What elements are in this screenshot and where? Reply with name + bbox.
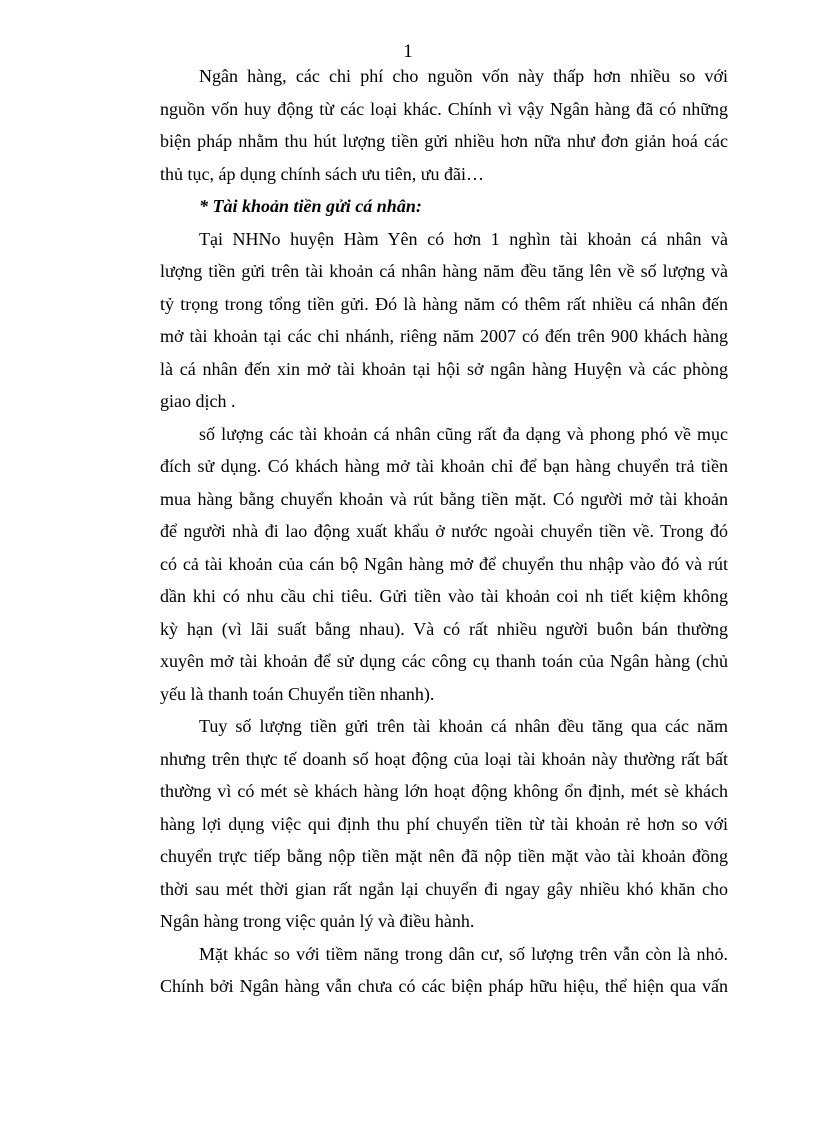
text-line: nhưng trên thực tế doanh số hoạt động của loại tài khoản này thường rất bất (160, 748, 728, 769)
text-line: thời sau mét thời gian rất ngắn lại chuyển đi ngay gây nhiều khó khăn cho (160, 878, 728, 899)
text-line: thường vì có mét sè khách hàng lớn hoạt động không ổn định, mét sè khách (160, 781, 728, 801)
paragraph (160, 418, 728, 711)
text-line: hàng lợi dụng việc qui định thu phí chuyển tiền từ tài khoản rẻ hơn so với (160, 813, 728, 834)
text-line: kỳ hạn (vì lãi suất bằng nhau). Và có rất nhiều người buôn bán thường (160, 618, 728, 639)
text-line: Mặt khác so với tiềm năng trong dân cư, số lượng trên vẫn còn là nhỏ. (199, 943, 728, 964)
text-line: biện pháp nhằm thu hút lượng tiền gửi nhiều hơn nữa như đơn giản hoá các (160, 131, 728, 151)
text-line: Tuy số lượng tiền gửi trên tài khoản cá nhân đều tăng qua các năm (199, 716, 728, 736)
text-line: Tại NHNo huyện Hàm Yên có hơn 1 nghìn tài khoản cá nhân và (199, 228, 728, 249)
text-line: xuyên mở tài khoản để sử dụng các công cụ thanh toán của Ngân hàng (chủ (160, 651, 728, 671)
section-heading: * Tài khoản tiền gửi cá nhân: (199, 196, 422, 216)
text-line: Ngân hàng, các chi phí cho nguồn vốn này thấp hơn nhiều so với (199, 66, 728, 86)
text-line: số lượng các tài khoản cá nhân cũng rất đa dạng và phong phó về mục (199, 423, 728, 444)
text-line: yếu là thanh toán Chuyển tiền nhanh). (160, 683, 435, 704)
text-line: đích sử dụng. Có khách hàng mở tài khoản chỉ để bạn hàng chuyển trả tiền (160, 456, 728, 476)
text-line: mua hàng bằng chuyển khoản và rút bằng tiền mặt. Có người mở tài khoản (160, 488, 728, 509)
text-line: chuyển trực tiếp bằng nộp tiền mặt nên đã nộp tiền mặt vào tài khoản đồng (160, 846, 728, 866)
text-line: Chính bởi Ngân hàng vẫn chưa có các biện pháp hữu hiệu, thể hiện qua vấn (160, 976, 728, 996)
paragraph (160, 710, 728, 938)
text-line: tỷ trọng trong tổng tiền gửi. Đó là hàng năm có thêm rất nhiều cá nhân đến (160, 293, 728, 314)
paragraph (160, 938, 728, 1003)
text-line: có cả tài khoản của cán bộ Ngân hàng mở để chuyển thu nhập vào đó và rút (160, 553, 728, 574)
text-line: giao dịch . (160, 391, 236, 411)
text-line: mở tài khoản tại các chi nhánh, riêng năm 2007 có đến trên 900 khách hàng (160, 326, 728, 346)
text-line: thủ tục, áp dụng chính sách ưu tiên, ưu đãi… (160, 163, 484, 184)
text-line: là cá nhân đến xin mở tài khoản tại hội sở ngân hàng Huyện và các phòng (160, 358, 728, 379)
text-line: nguồn vốn huy động từ các loại khác. Chính vì vậy Ngân hàng đã có những (160, 98, 728, 119)
text-line: dần khi có nhu cầu chi tiêu. Gửi tiền vào tài khoản coi nh tiết kiệm không (160, 586, 728, 606)
text-line: để người nhà đi lao động xuất khẩu ở nước ngoài chuyển tiền về. Trong đó (160, 521, 728, 541)
document-body (160, 60, 728, 1003)
page-number: 1 (403, 41, 413, 62)
paragraph (160, 223, 728, 418)
paragraph (160, 60, 728, 190)
text-line: Ngân hàng trong việc quản lý và điều hành. (160, 911, 475, 931)
text-line: lượng tiền gửi trên tài khoản cá nhân hàng năm đều tăng lên về số lượng và (160, 261, 728, 281)
